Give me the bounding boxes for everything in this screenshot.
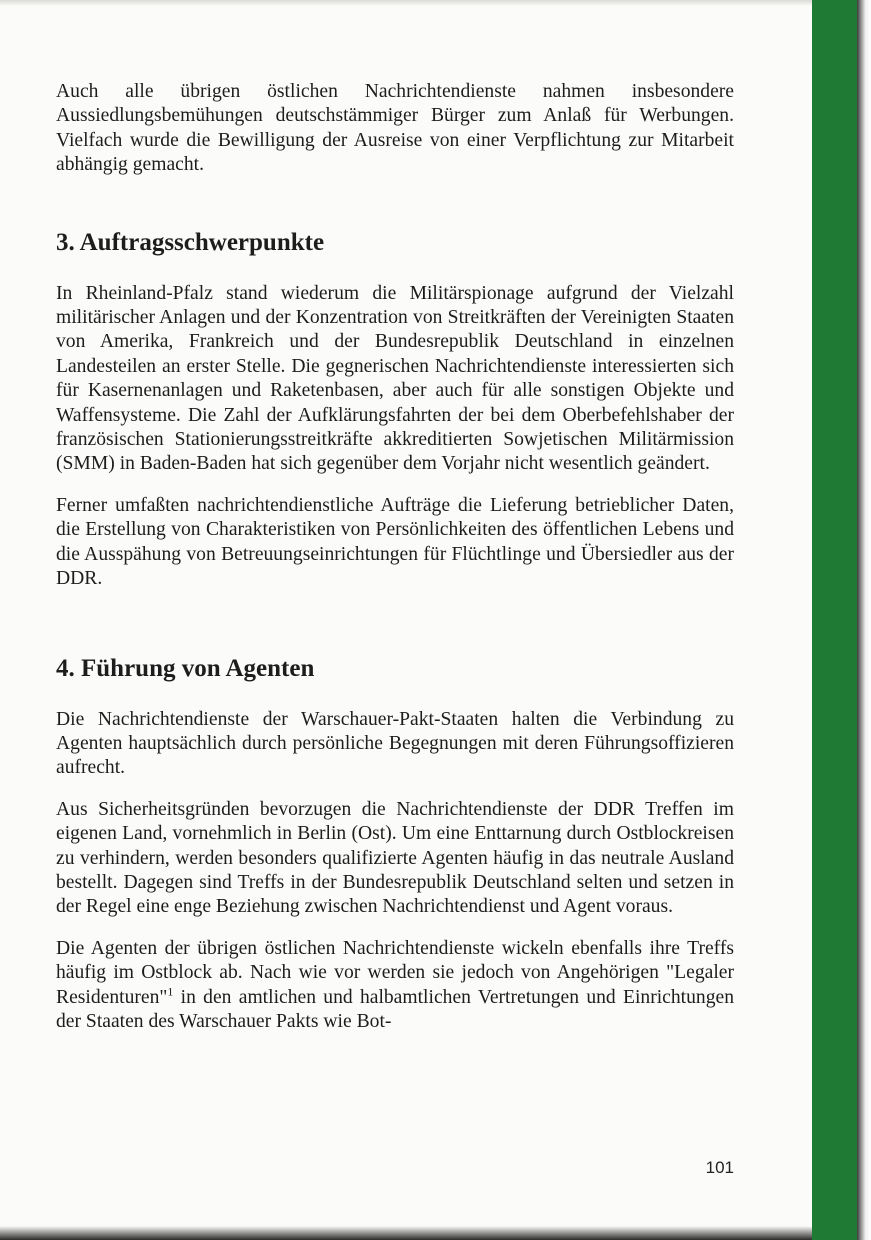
section-4-paragraph-1: Die Nachrichtendienste der Warschauer-Pakt-Staaten halten die Verbindung zu Agenten hauptsächlich durch persönliche Begegnungen mit deren Führungsoffizieren aufrecht. xyxy=(56,708,734,779)
section-4-paragraph-2: Aus Sicherheitsgründen bevorzugen die Nachrichtendienste der DDR Treffen im eigenen Land, vornehmlich in Berlin (Ost). Um eine Enttarnung durch Ostblockreisen zu verhindern, werden besonders qualifizierte Agenten häufig in das neutrale Ausland bestellt. Dagegen sind Treffs in der Bundesrepublik Deutschland selten und setzen in der Regel eine enge Beziehung zwischen Nachrichtendienst und Agent voraus. xyxy=(56,798,734,918)
page-bottom-edge xyxy=(0,1226,812,1240)
section-3-paragraph-1: In Rheinland-Pfalz stand wiederum die Militärspionage aufgrund der Vielzahl militärischer Anlagen und der Konzentration von Streitkräften der Vereinigten Staaten von Amerika, Frankreich und der Bundesrepublik Deutschland in einzelnen Landesteilen an erster Stelle. Die gegnerischen Nachrichtendienste interessierten sich für Kasernenanlagen und Raketenbasen, aber auch für alle sonstigen Objekte und Waffensysteme. Die Zahl der Aufklärungsfahrten der bei dem Oberbefehlshaber der französischen Stationierungsstreitkräfte akkreditierten Sowjetischen Militärmission (SMM) in Baden-Baden hat sich gegenüber dem Vorjahr nicht wesentlich geändert. xyxy=(56,282,734,475)
paragraph-text-part-1: Die Agenten der übrigen östlichen Nachrichtendienste wickeln ebenfalls ihre Treffs häufig im Ostblock ab. Nach wie vor werden sie jedoch von Angehörigen "Legaler Residenturen" xyxy=(56,937,734,1008)
page-right-edge xyxy=(857,0,871,1240)
section-3-heading: 3. Auftragsschwerpunkte xyxy=(56,228,325,256)
intro-paragraph: Auch alle übrigen östlichen Nachrichtendienste nahmen insbesondere Aussiedlungsbemühungen deutschstämmiger Bürger zum Anlaß für Werbungen. Vielfach wurde die Bewilligung der Ausreise von einer Verpflichtung zur Mitarbeit abhängig gemacht. xyxy=(56,81,734,176)
paragraph-text-part-2: in den amtlichen und halbamtlichen Vertretungen und Einrichtungen der Staaten des Warschauer Pakts wie Bot- xyxy=(56,986,734,1032)
section-4-paragraph-3 xyxy=(56,937,734,1035)
footnote-marker: 1 xyxy=(167,984,174,999)
page-top-edge xyxy=(0,0,812,6)
green-binding-strip xyxy=(812,0,857,1240)
section-3-paragraph-2: Ferner umfaßten nachrichtendienstliche Aufträge die Lieferung betrieblicher Daten, die Erstellung von Charakteristiken von Persönlichkeiten des öffentlichen Lebens und die Ausspähung von Betreuungseinrichtungen für Flüchtlinge und Übersiedler aus der DDR. xyxy=(56,494,734,590)
page-number: 101 xyxy=(705,1158,734,1177)
page-content xyxy=(56,80,734,1051)
section-4-heading: 4. Führung von Agenten xyxy=(56,654,315,682)
